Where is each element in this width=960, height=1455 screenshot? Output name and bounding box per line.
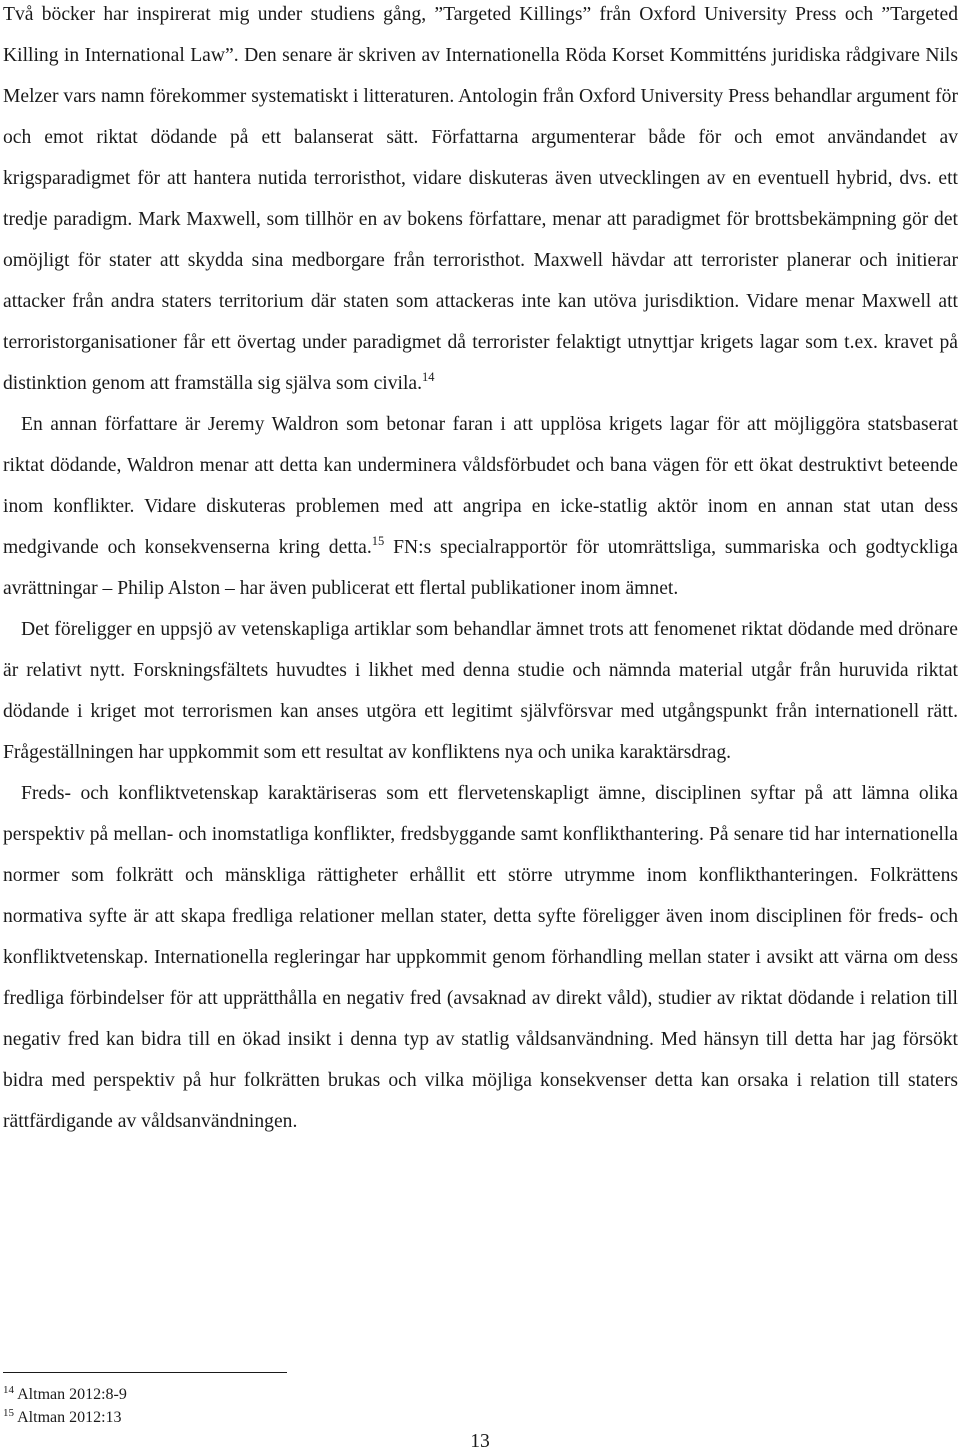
- paragraph: [3, 404, 958, 609]
- footnote-reference: 15: [371, 534, 385, 548]
- paragraph-text: FN:s specialrapportör för utomrättsliga, summariska och godtyckliga avrättningar – Philip Alston – har även publicerat ett flertal publikationer inom ämnet.: [3, 537, 958, 599]
- footnotes: [3, 1383, 127, 1429]
- paragraph: [3, 0, 958, 404]
- paragraph-text: Två böcker har inspirerat mig under studiens gång, ”Targeted Killings” från Oxford University Press och ”Targeted Killing in International Law”. Den senare är skriven av Internationella Röda Korset Kommitténs juridiska rådgivare Nils Melzer vars namn förekommer systematiskt i litteraturen. Antologin från Oxford University Press behandlar argument för och emot riktat dödande på ett balanserat sätt. Författarna argumenterar både för och emot användandet av krigsparadigmet för att hantera nutida terroristhot, vidare diskuteras även utvecklingen av en eventuell hybrid, dvs. ett tredje paradigm. Mark Maxwell, som tillhör en av bokens författare, menar att paradigmet för brottsbekämpning gör det omöjligt för stater att skydda sina medborgare från terroristhot. Maxwell hävdar att terrorister planerar och initierar attacker från andra staters territorium där staten som attackeras inte kan utöva jurisdiktion. Vidare menar Maxwell att terroristorganisationer får ett övertag under paradigmet då terrorister felaktigt utnyttjar krigets lagar som t.ex. kravet på distinktion genom att framställa sig själva som civila.: [3, 4, 958, 394]
- page-number: 13: [470, 1431, 490, 1452]
- footnote: [3, 1383, 127, 1406]
- paragraph: [3, 609, 958, 773]
- footnote: [3, 1406, 127, 1429]
- footnote-text: Altman 2012:13: [14, 1409, 122, 1426]
- body-text: [3, 0, 958, 1142]
- footnote-reference: 14: [422, 370, 435, 384]
- paragraph-text: Freds- och konfliktvetenskap karaktäriseras som ett flervetenskapligt ämne, disciplinen syftar på att lämna olika perspektiv på mellan- och inomstatliga konflikter, fredsbyggande samt konflikthantering. På senare tid har internationella normer som folkrätt och mänskliga rättigheter erhållit ett större utrymme inom konflikthanteringen. Folkrättens normativa syfte är att skapa fredliga relationer mellan stater, detta syfte föreligger även inom disciplinen för freds- och konfliktvetenskap. Internationella regleringar har uppkommit genom förhandling mellan stater i avsikt att värna om dess fredliga förbindelser för att upprätthålla en negativ fred (avsaknad av direkt våld), studier av riktat dödande i relation till negativ fred kan bidra till en ökad insikt i denna typ av statlig våldsanvändning. Med hänsyn till detta har jag försökt bidra med perspektiv på hur folkrätten brukas och vilka möjliga konsekvenser detta kan orsaka i relation till staters rättfärdigande av våldsanvändningen.: [3, 783, 958, 1132]
- paragraph-text: Det föreligger en uppsjö av vetenskapliga artiklar som behandlar ämnet trots att fenomenet riktat dödande med drönare är relativt nytt. Forskningsfältets huvudtes i likhet med denna studie och nämnda material utgår från huruvida riktat dödande i kriget mot terrorismen kan anses utgöra ett legitimt självförsvar med utgångspunkt från internationell rätt. Frågeställningen har uppkommit som ett resultat av konfliktens nya och unika karaktärsdrag.: [3, 619, 958, 763]
- footnote-separator: [3, 1372, 287, 1373]
- paragraph: [3, 773, 958, 1142]
- footnote-number: 15: [3, 1407, 14, 1419]
- footnote-number: 14: [3, 1384, 14, 1396]
- footnote-text: Altman 2012:8-9: [14, 1386, 127, 1403]
- paragraph-text: En annan författare är Jeremy Waldron som betonar faran i att upplösa krigets lagar för att möjliggöra statsbaserat riktat dödande, Waldron menar att detta kan underminera våldsförbudet och bana vägen för ett ökat destruktivt beteende inom konflikter. Vidare diskuteras problemen med att angripa en icke-statlig aktör inom en annan stat utan dess medgivande och konsekvenserna kring detta.: [3, 414, 958, 558]
